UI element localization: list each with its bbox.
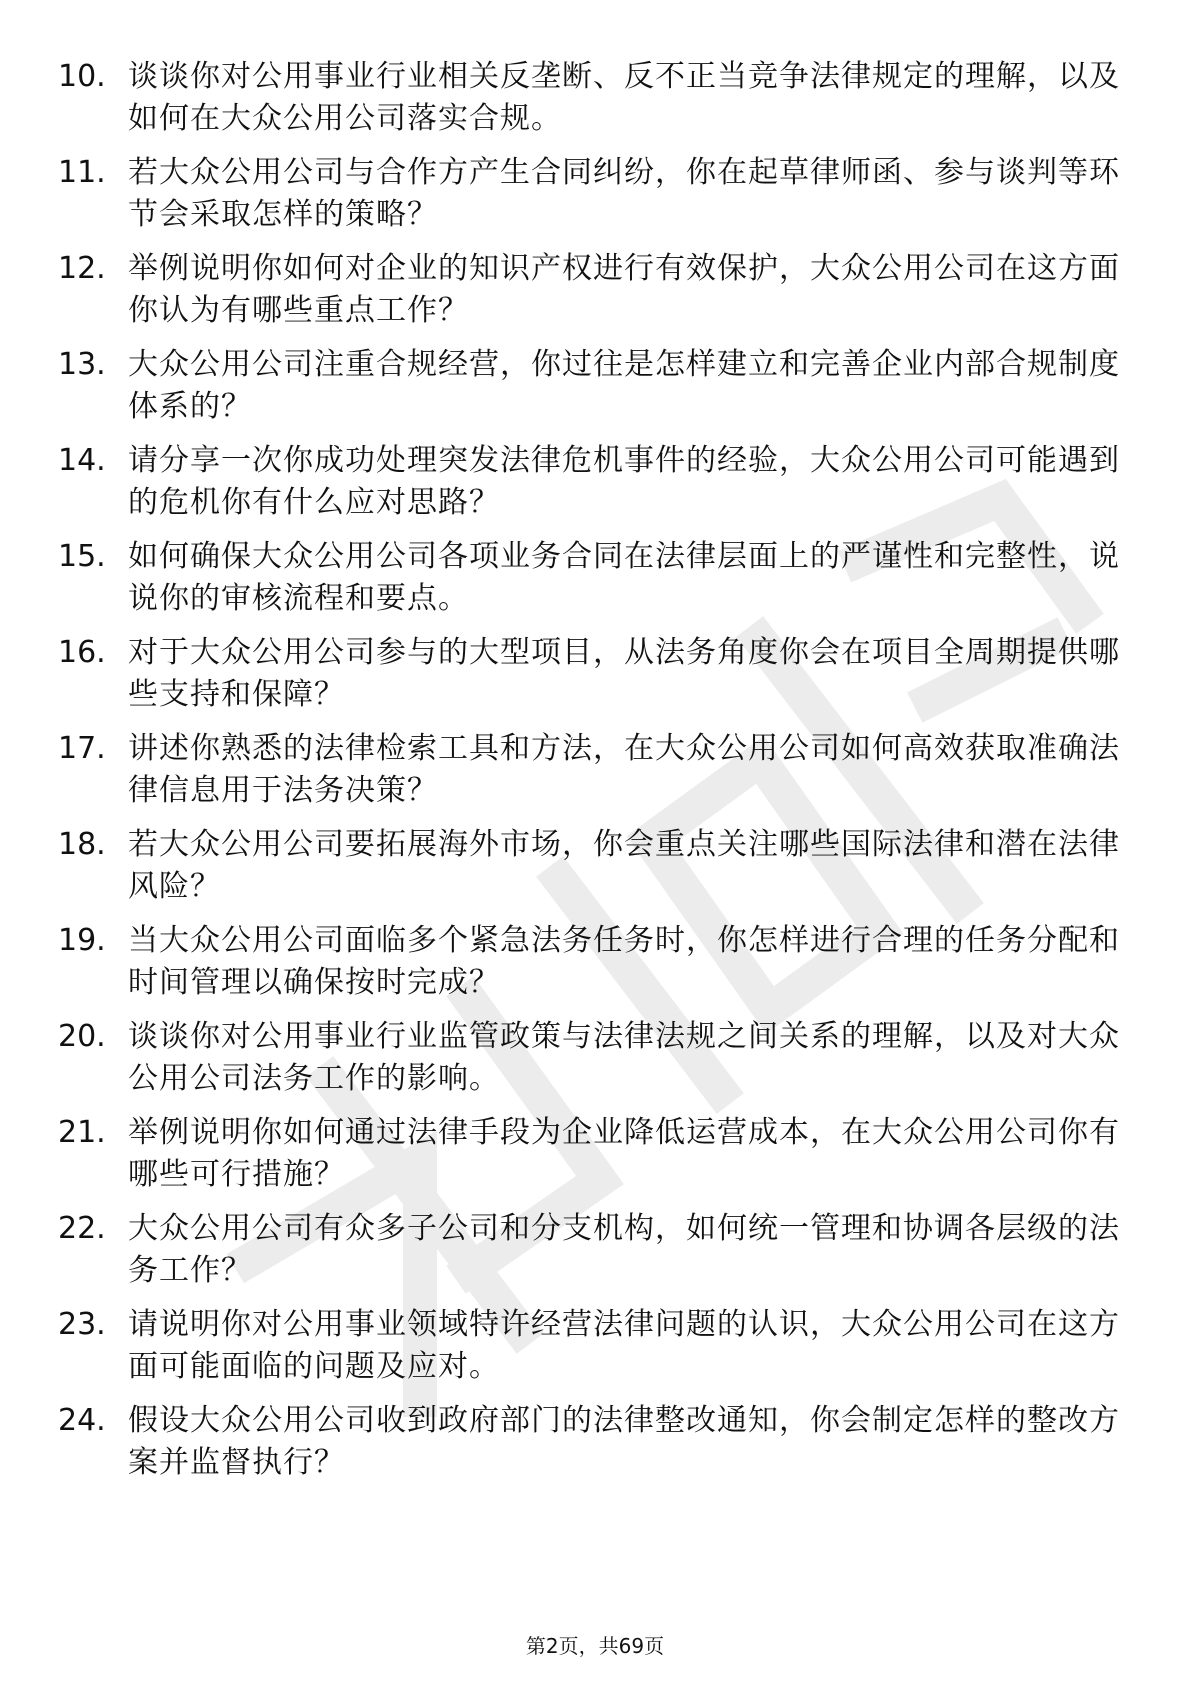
question-item <box>0 714 1190 810</box>
question-item <box>0 330 1190 426</box>
question-number: 20. <box>58 1019 106 1054</box>
question-number: 23. <box>58 1307 106 1342</box>
question-text: 假设大众公用公司收到政府部门的法律整改通知，你会制定怎样的整改方案并监督执行？ <box>128 1403 1120 1480</box>
question-text: 举例说明你如何对企业的知识产权进行有效保护，大众公用公司在这方面你认为有哪些重点工作？ <box>128 251 1120 328</box>
question-number: 19. <box>58 923 106 958</box>
question-text: 举例说明你如何通过法律手段为企业降低运营成本，在大众公用公司你有哪些可行措施？ <box>128 1115 1120 1192</box>
question-item <box>0 810 1190 906</box>
question-item <box>0 138 1190 234</box>
question-text: 大众公用公司注重合规经营，你过往是怎样建立和完善企业内部合规制度体系的？ <box>128 347 1120 424</box>
question-item <box>0 522 1190 618</box>
question-number: 12. <box>58 251 106 286</box>
question-number: 15. <box>58 539 106 574</box>
question-item <box>0 1002 1190 1098</box>
question-item <box>0 42 1190 138</box>
question-text: 若大众公用公司要拓展海外市场，你会重点关注哪些国际法律和潜在法律风险？ <box>128 827 1120 904</box>
question-text: 讲述你熟悉的法律检索工具和方法，在大众公用公司如何高效获取准确法律信息用于法务决策？ <box>128 731 1120 808</box>
question-text: 请分享一次你成功处理突发法律危机事件的经验，大众公用公司可能遇到的危机你有什么应对思路？ <box>128 443 1120 520</box>
question-number: 22. <box>58 1211 106 1246</box>
question-text: 当大众公用公司面临多个紧急法务任务时，你怎样进行合理的任务分配和时间管理以确保按时完成？ <box>128 923 1120 1000</box>
question-list <box>0 42 1190 1482</box>
question-text: 如何确保大众公用公司各项业务合同在法律层面上的严谨性和完整性，说说你的审核流程和要点。 <box>128 539 1120 616</box>
question-number: 21. <box>58 1115 106 1150</box>
question-number: 18. <box>58 827 106 862</box>
question-item <box>0 906 1190 1002</box>
question-number: 10. <box>58 59 106 94</box>
question-item <box>0 1098 1190 1194</box>
question-item <box>0 618 1190 714</box>
question-item <box>0 426 1190 522</box>
page-number-label: 第2页，共69页 <box>525 1634 665 1658</box>
question-text: 谈谈你对公用事业行业相关反垄断、反不正当竞争法律规定的理解，以及如何在大众公用公司落实合规。 <box>128 59 1120 136</box>
question-item <box>0 1290 1190 1386</box>
question-number: 11. <box>58 155 106 190</box>
question-item <box>0 1194 1190 1290</box>
question-text: 谈谈你对公用事业行业监管政策与法律法规之间关系的理解，以及对大众公用公司法务工作的影响。 <box>128 1019 1120 1096</box>
question-item <box>0 1386 1190 1482</box>
question-text: 请说明你对公用事业领域特许经营法律问题的认识，大众公用公司在这方面可能面临的问题及应对。 <box>128 1307 1120 1384</box>
question-number: 13. <box>58 347 106 382</box>
question-number: 16. <box>58 635 106 670</box>
page-footer <box>0 1632 1190 1660</box>
question-item <box>0 234 1190 330</box>
question-number: 14. <box>58 443 106 478</box>
question-number: 17. <box>58 731 106 766</box>
question-text: 对于大众公用公司参与的大型项目，从法务角度你会在项目全周期提供哪些支持和保障？ <box>128 635 1120 712</box>
question-text: 若大众公用公司与合作方产生合同纠纷，你在起草律师函、参与谈判等环节会采取怎样的策略？ <box>128 155 1120 232</box>
question-number: 24. <box>58 1403 106 1438</box>
question-text: 大众公用公司有众多子公司和分支机构，如何统一管理和协调各层级的法务工作？ <box>128 1211 1120 1288</box>
